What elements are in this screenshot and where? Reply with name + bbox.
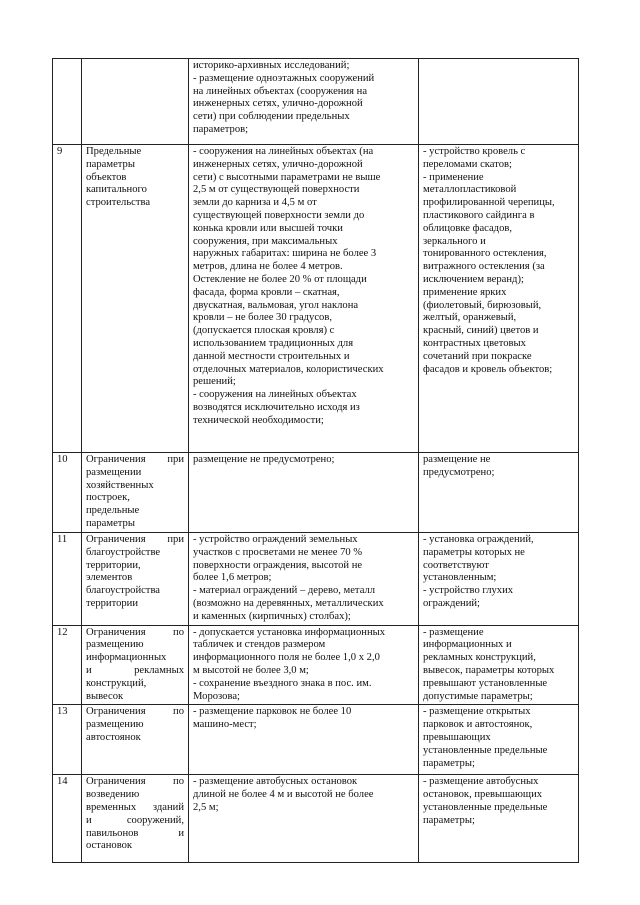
text-line: превышают установленные [423, 677, 548, 689]
text-line: - сохранение въездного знака в пос. им. [193, 677, 372, 689]
text-line: объектов [86, 171, 127, 183]
text-line: временных зданий [86, 801, 184, 813]
text-line: остановок, превышающих [423, 789, 543, 801]
table-row [53, 705, 579, 775]
text-line: Предельные [86, 146, 142, 157]
text-line: строительства [86, 197, 151, 209]
text-line: контрастных цветовых [423, 337, 526, 349]
text-line: и каменных (кирпичных) столбах); [193, 610, 351, 622]
text-line: сети) с высотными параметрами не выше [193, 171, 381, 183]
text-line: - размещение автобусных остановок [193, 776, 358, 788]
text-line: технической необходимости; [193, 414, 324, 426]
text-line: - устройство кровель с [423, 146, 526, 157]
text-line: остановок [86, 840, 133, 852]
table-row [53, 145, 579, 453]
text-line: капитального [86, 184, 147, 196]
row-number: 12 [53, 625, 82, 705]
text-line: инженерных сетях, улично-дорожной [193, 98, 363, 110]
table-row [53, 533, 579, 626]
text-line: наружных габаритах: ширина не более 3 [193, 248, 377, 260]
text-line: информационных [86, 652, 167, 664]
table-row [53, 625, 579, 705]
text-line: размещение не [423, 454, 491, 465]
text-line: территории, [86, 559, 141, 571]
text-line: допустимые параметры; [423, 690, 533, 702]
text-line: - применение [423, 171, 484, 183]
text-line: (возможно на деревянных, металлических [193, 597, 384, 609]
text-line: построек, [86, 492, 130, 504]
text-line: параметры [86, 517, 135, 529]
text-line: длиной не более 4 м и высотой не более [193, 789, 374, 801]
prohibited-cell [419, 533, 579, 626]
text-line: участков с просветами не менее 70 % [193, 546, 363, 558]
text-line: установленным; [423, 572, 497, 584]
prohibited-cell [419, 145, 579, 453]
text-line: параметры; [423, 757, 475, 769]
prohibited-cell [419, 453, 579, 533]
text-line: - установка ограждений, [423, 534, 534, 545]
allowed-cell [189, 145, 419, 453]
text-line: земли до карниза и 4,5 м от [193, 197, 317, 209]
text-line: ограждений; [423, 597, 481, 609]
text-line: красный, синий) цветов и [423, 325, 539, 337]
text-line: предельные [86, 505, 140, 517]
text-line: металлопластиковой [423, 184, 517, 196]
text-line: благоустройстве [86, 546, 161, 558]
text-line: исключением веранд); [423, 273, 524, 285]
text-line: параметры которых не [423, 546, 525, 558]
text-line: благоустройства [86, 585, 161, 597]
allowed-cell [189, 625, 419, 705]
text-line: сочетаний при покраске [423, 350, 532, 362]
text-line: вывесок [86, 690, 124, 702]
prohibited-cell [419, 625, 579, 705]
text-line: и сооружений, [86, 814, 184, 826]
text-line: сооружения, при максимальных [193, 235, 338, 247]
text-line: поверхности ограждения, высотой не [193, 559, 363, 571]
text-line: отделочных материалов, колористических [193, 363, 384, 375]
text-line: размещении [86, 466, 142, 478]
row-number: 10 [53, 453, 82, 533]
allowed-cell [189, 59, 419, 145]
allowed-cell [189, 533, 419, 626]
text-line: размещение не предусмотрено; [193, 454, 335, 465]
text-line: 2,5 м от существующей поверхности [193, 184, 360, 196]
text-line: желтый, оранжевый, [423, 312, 517, 324]
text-line: фасада, форма кровли – скатная, [193, 286, 340, 298]
table-row [53, 59, 579, 145]
parameter-name-cell [82, 533, 189, 626]
text-line: территории [86, 597, 139, 609]
row-number [53, 59, 82, 145]
text-line: кровли – не более 30 градусов, [193, 312, 332, 324]
text-line: существующей поверхности земли до [193, 209, 365, 221]
text-line: - допускается установка информационных [193, 626, 386, 638]
text-line: Морозова; [193, 690, 240, 702]
text-line: установленные предельные [423, 744, 548, 756]
text-line: тонированного остекления, [423, 248, 547, 260]
text-line: - размещение парковок не более 10 [193, 706, 352, 718]
text-line: - размещение [423, 626, 484, 638]
table-body [53, 59, 579, 863]
parameter-name-cell [82, 145, 189, 453]
text-line: (допускается плоская кровля) с [193, 325, 335, 337]
text-line: двускатная, вальмовая, угол наклона [193, 299, 359, 311]
text-line: фасадов и кровель объектов; [423, 363, 553, 375]
text-line: параметров; [193, 123, 249, 135]
text-line: информационного поля не более 1,0 х 2,0 [193, 652, 380, 664]
text-line: размещению [86, 639, 144, 651]
text-line: Ограничения по [86, 776, 184, 788]
parameter-name-cell [82, 705, 189, 775]
text-line: предусмотрено; [423, 466, 495, 478]
text-line: витражного остекления (за [423, 261, 545, 273]
row-number: 11 [53, 533, 82, 626]
text-line: возводятся исключительно исходя из [193, 401, 360, 413]
table-row [53, 453, 579, 533]
regulations-table [52, 58, 579, 863]
text-line: облицовке фасадов, [423, 222, 513, 234]
parameter-name-cell [82, 59, 189, 145]
text-line: - размещение открытых [423, 706, 531, 718]
prohibited-cell [419, 59, 579, 145]
allowed-cell [189, 775, 419, 863]
text-line: - размещение автобусных [423, 776, 539, 788]
text-line: элементов [86, 572, 133, 584]
text-line: парковок и автостоянок, [423, 719, 533, 731]
text-line: применение ярких [423, 286, 507, 298]
text-line: машино-мест; [193, 719, 257, 731]
parameter-name-cell [82, 625, 189, 705]
text-line: - устройство ограждений земельных [193, 534, 358, 545]
prohibited-cell [419, 705, 579, 775]
text-line: хозяйственных [86, 479, 154, 491]
text-line: параметры; [423, 814, 475, 826]
text-line: рекламных конструкций, [423, 652, 536, 664]
text-line: решений; [193, 376, 236, 388]
text-line: инженерных сетях, улично-дорожной [193, 158, 363, 170]
text-line: - сооружения на линейных объектах (на [193, 146, 374, 157]
text-line: конструкций, [86, 677, 147, 689]
text-line: конька кровли или высшей точки [193, 222, 343, 234]
text-line: историко-архивных исследований; [193, 60, 350, 71]
row-number: 13 [53, 705, 82, 775]
table-row [53, 775, 579, 863]
text-line: Ограничения при [86, 454, 184, 465]
text-line: метров, длина не более 4 метров. [193, 261, 343, 273]
row-number: 9 [53, 145, 82, 453]
row-number: 14 [53, 775, 82, 863]
text-line: параметры [86, 158, 135, 170]
text-line: - размещение одноэтажных сооружений [193, 72, 375, 84]
text-line: превышающих [423, 731, 491, 743]
text-line: - сооружения на линейных объектах [193, 389, 357, 401]
text-line: и рекламных [86, 664, 184, 676]
text-line: м высотой не более 3,0 м; [193, 664, 309, 676]
text-line: информационных и [423, 639, 512, 651]
text-line: - материал ограждений – дерево, металл [193, 585, 376, 597]
text-line: (фиолетовый, бирюзовый, [423, 299, 542, 311]
parameter-name-cell [82, 775, 189, 863]
text-line: установленные предельные [423, 801, 548, 813]
text-line: соответствуют [423, 559, 489, 571]
text-line: табличек и стендов размером [193, 639, 326, 651]
text-line: размещению [86, 719, 144, 731]
text-line: - устройство глухих [423, 585, 514, 597]
text-line: вывесок, параметры которых [423, 664, 555, 676]
text-line: использованием традиционных для [193, 337, 354, 349]
text-line: более 1,6 метров; [193, 572, 272, 584]
parameter-name-cell [82, 453, 189, 533]
text-line: данной местности строительных и [193, 350, 350, 362]
text-line: павильонов и [86, 827, 184, 839]
text-line: переломами скатов; [423, 158, 512, 170]
text-line: зеркального и [423, 235, 486, 247]
text-line: 2,5 м; [193, 801, 219, 813]
text-line: автостоянок [86, 731, 141, 743]
text-line: пластикового сайдинга в [423, 209, 535, 221]
text-line: Ограничения по [86, 626, 184, 638]
text-line: Остекление не более 20 % от площади [193, 273, 367, 285]
text-line: Ограничения при [86, 534, 184, 545]
text-line: Ограничения по [86, 706, 184, 718]
text-line: возведению [86, 789, 140, 801]
prohibited-cell [419, 775, 579, 863]
text-line: сети) при соблюдении предельных [193, 111, 350, 123]
allowed-cell [189, 453, 419, 533]
allowed-cell [189, 705, 419, 775]
text-line: профилированной черепицы, [423, 197, 555, 209]
text-line: на линейных объектах (сооружения на [193, 85, 368, 97]
